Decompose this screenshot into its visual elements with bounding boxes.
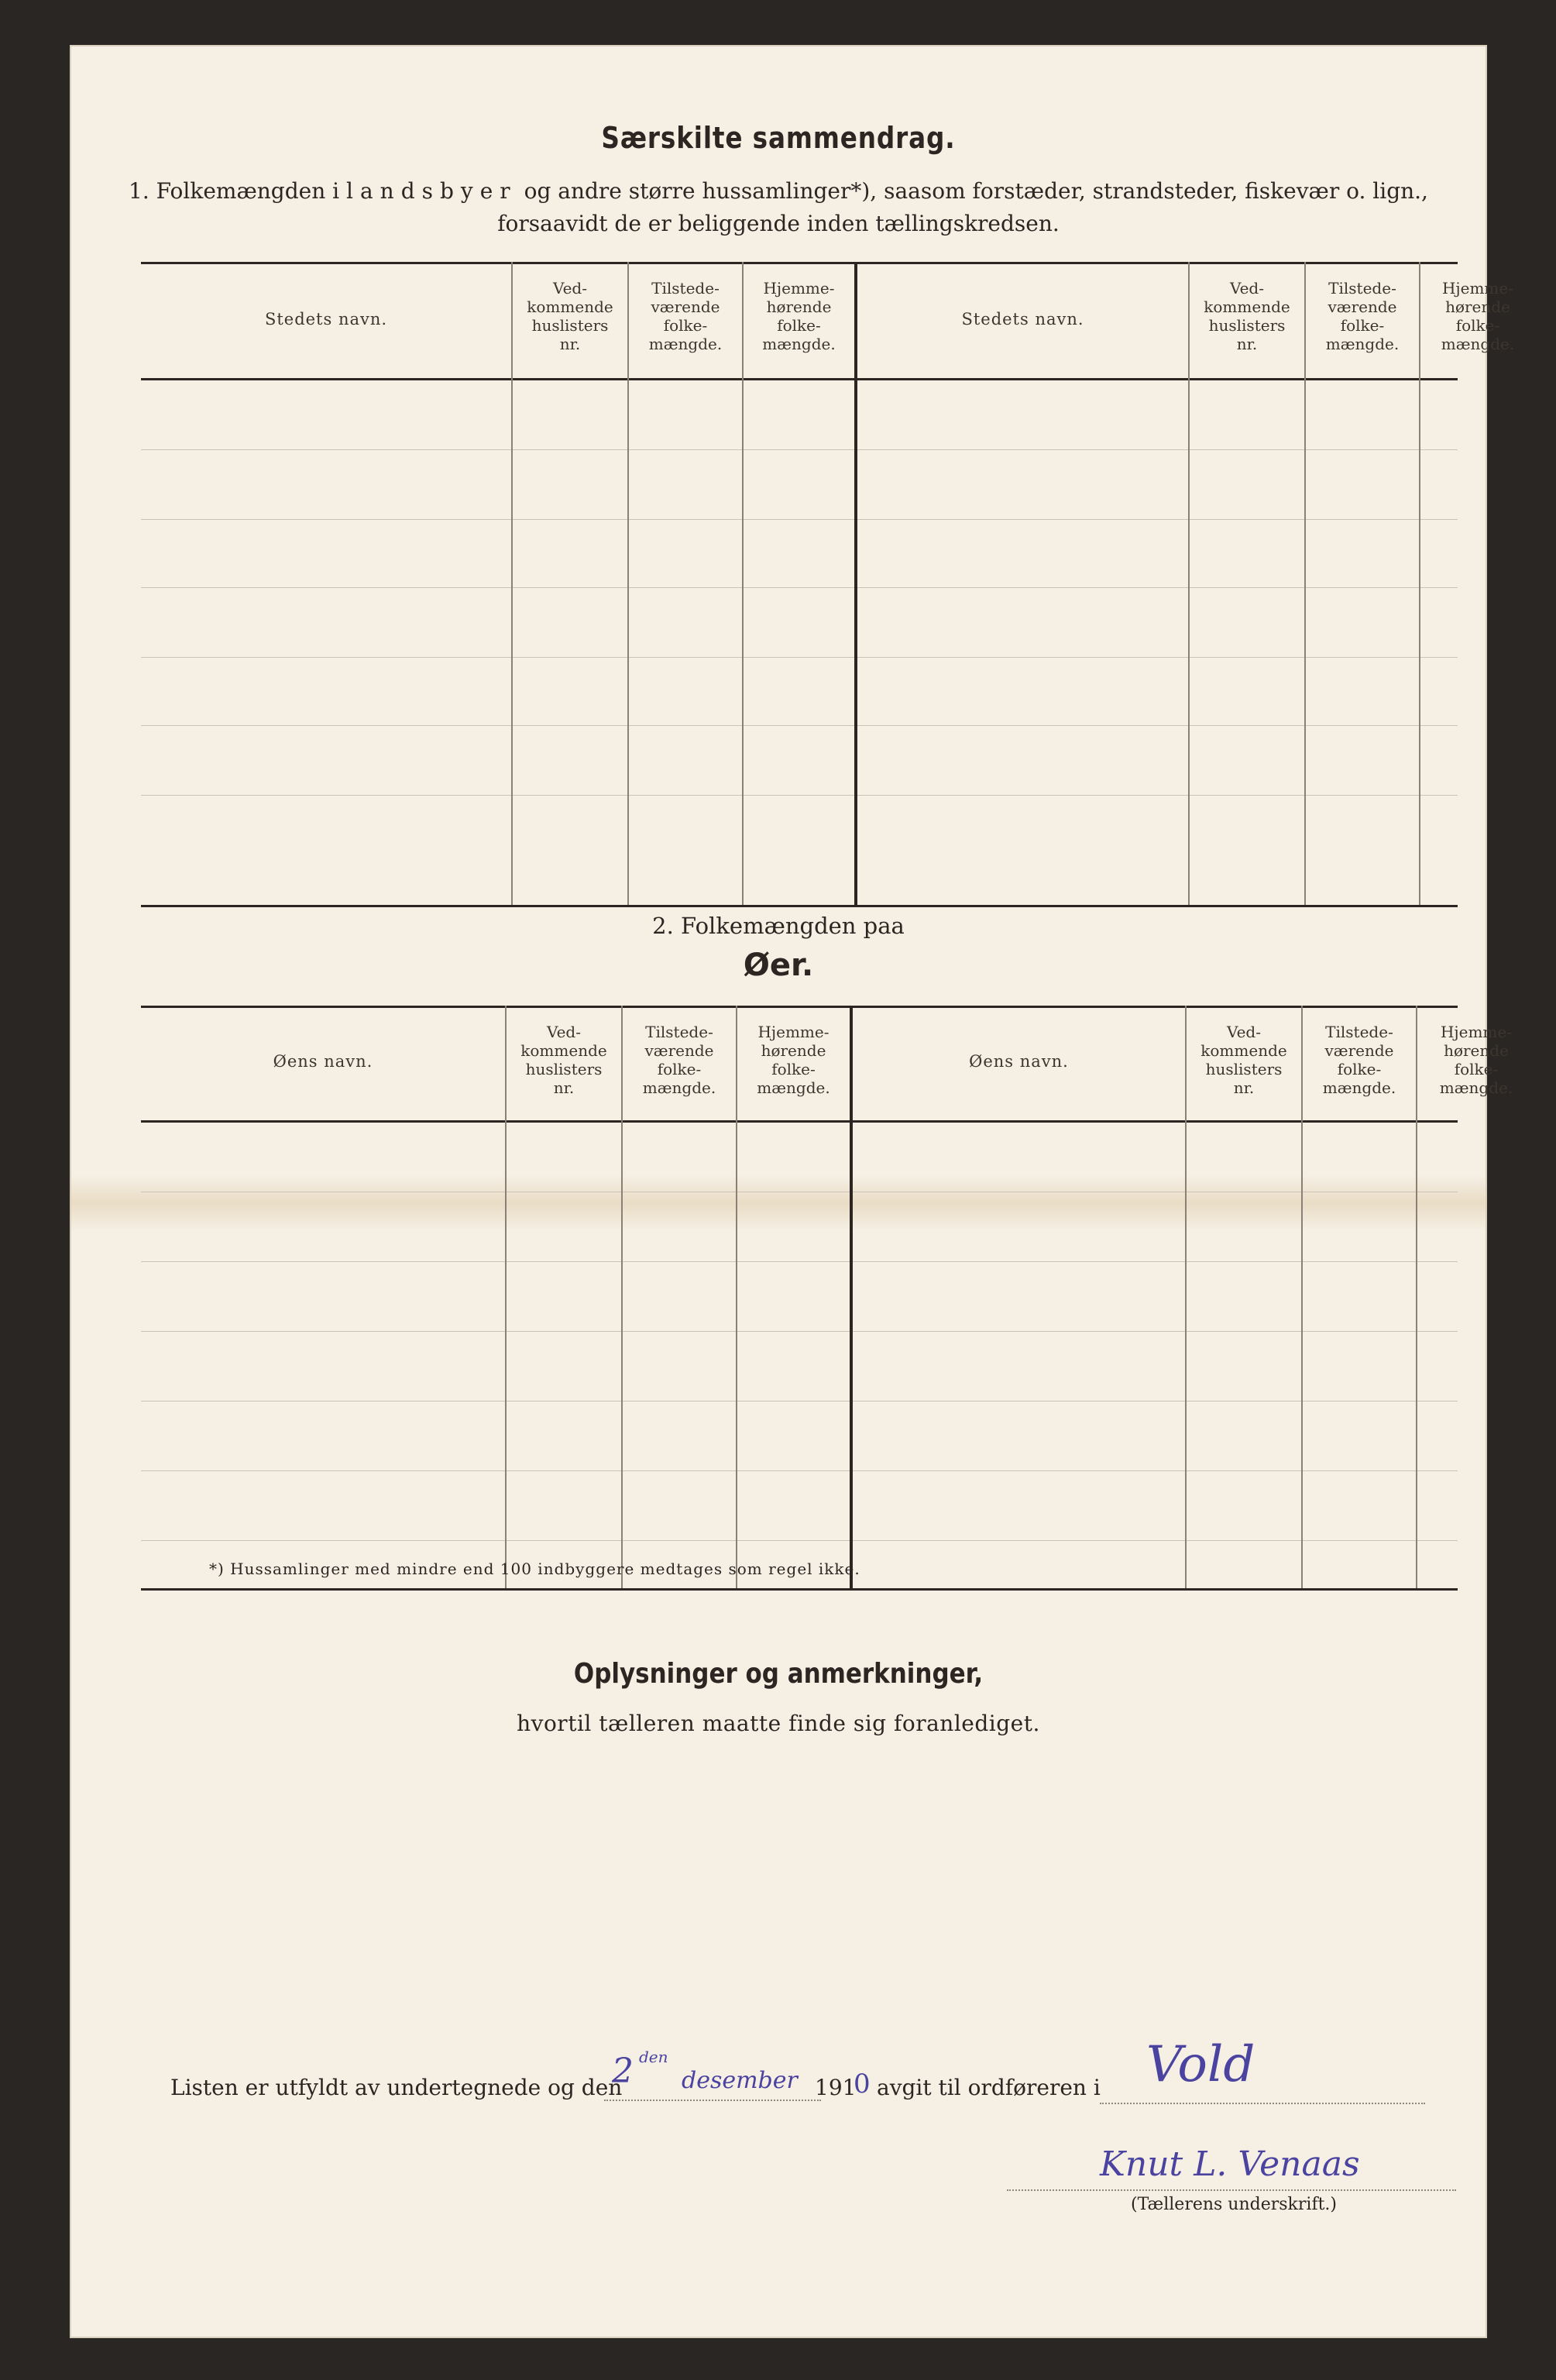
col-tilstede <box>629 279 742 353</box>
col-hjemme <box>737 1023 850 1097</box>
hdr-line: folke- <box>663 316 708 335</box>
hdr-line: Ved- <box>546 1023 581 1041</box>
hdr-line: hørende <box>1445 298 1510 316</box>
hdr-line: folke- <box>777 316 821 335</box>
completion-statement <box>170 2075 622 2100</box>
statement-text-before: Listen er utfyldt av undertegnede og den <box>170 2075 623 2100</box>
hdr-line: huslisters <box>1205 1060 1283 1078</box>
col-tilstede <box>623 1023 736 1097</box>
section1-heading <box>70 178 1487 204</box>
signature-handwritten: Knut L. Venaas <box>1100 2144 1360 2184</box>
hdr-line: folke- <box>657 1060 702 1078</box>
hdr-line: Hjemme- <box>1440 1023 1512 1041</box>
hdr-line: mængde. <box>757 1078 830 1097</box>
section2-title: Øer. <box>743 948 814 983</box>
col-hjemme-right <box>1417 1023 1535 1097</box>
col-vedkommende-right <box>1187 1023 1301 1097</box>
hdr-line: folke- <box>771 1060 816 1078</box>
hdr-line: Hjemme- <box>1441 279 1513 298</box>
date-month-handwritten: desember <box>682 2067 798 2094</box>
col-oens-navn: Øens navn. <box>273 1052 373 1071</box>
municipality-handwritten: Vold <box>1146 2036 1255 2093</box>
signature-caption: (Tællerens underskrift.) <box>1131 2195 1337 2214</box>
section1-heading-spaced: landsbyer <box>346 178 517 204</box>
hdr-line: Ved- <box>552 279 587 298</box>
hdr-line: nr. <box>559 335 581 353</box>
hdr-line: hørende <box>1444 1041 1509 1060</box>
hdr-line: huslisters <box>531 316 609 335</box>
hdr-line: kommende <box>520 1041 607 1060</box>
hdr-line: Hjemme- <box>757 1023 830 1041</box>
hdr-line: Tilstede- <box>1325 1023 1393 1041</box>
hdr-line: huslisters <box>525 1060 603 1078</box>
hdr-line: folke- <box>1340 316 1385 335</box>
hdr-line: hørende <box>766 298 832 316</box>
hdr-line: værende <box>651 298 720 316</box>
col-vedkommende-right <box>1190 279 1304 353</box>
col-tilstede-right <box>1303 1023 1416 1097</box>
col-hjemme-right <box>1420 279 1535 353</box>
table-oer <box>141 1006 1513 1594</box>
section3-title: Oplysninger og anmerkninger, <box>573 1658 984 1690</box>
col-vedkommende <box>513 279 627 353</box>
section1-heading-prefix: 1. Folkemængden i <box>129 178 347 204</box>
hdr-line: folke- <box>1454 1060 1499 1078</box>
hdr-line: nr. <box>1236 335 1258 353</box>
section2-label: 2. Folkemængden paa <box>652 913 905 939</box>
hdr-line: nr. <box>553 1078 575 1097</box>
section1-heading-suffix: og andre større hussamlinger*), saasom forstæder, strandsteder, fiskevær o. lign., <box>517 178 1428 204</box>
hdr-line: Tilstede- <box>1328 279 1396 298</box>
section1-title: Særskilte sammendrag. <box>601 121 956 155</box>
col-vedkommende <box>507 1023 621 1097</box>
year-printed: 191 <box>815 2075 857 2100</box>
col-stedets-navn-right: Stedets navn. <box>961 310 1084 328</box>
hdr-line: værende <box>644 1041 714 1060</box>
hdr-line: mængde. <box>642 1078 716 1097</box>
hdr-line: mængde. <box>1325 335 1400 353</box>
hdr-line: hørende <box>761 1041 826 1060</box>
municipality-dotted-line <box>1100 2103 1425 2104</box>
statement-text-after: avgit til ordføreren i <box>877 2075 1101 2100</box>
hdr-line: kommende <box>1204 298 1290 316</box>
hdr-line: Tilstede- <box>645 1023 713 1041</box>
col-hjemme <box>744 279 854 353</box>
hdr-line: mængde. <box>1441 335 1515 353</box>
footnote: *) Hussamlinger med mindre end 100 indbyggere medtages som regel ikke. <box>209 1560 860 1578</box>
hdr-line: Ved- <box>1226 1023 1261 1041</box>
hdr-line: mængde. <box>1322 1078 1396 1097</box>
hdr-line: Tilstede- <box>651 279 720 298</box>
date-dotted-line <box>604 2100 821 2101</box>
hdr-line: kommende <box>1200 1041 1287 1060</box>
date-small-handwritten: den <box>639 2048 668 2066</box>
hdr-line: kommende <box>527 298 613 316</box>
hdr-line: folke- <box>1337 1060 1382 1078</box>
section3-subtitle: hvortil tælleren maatte finde sig foranlediget. <box>517 1711 1040 1736</box>
section1-heading-line2: forsaavidt de er beliggende inden tællingskredsen. <box>497 211 1060 236</box>
hdr-line: nr. <box>1233 1078 1255 1097</box>
col-tilstede-right <box>1306 279 1419 353</box>
hdr-line: folke- <box>1455 316 1500 335</box>
hdr-line: huslisters <box>1208 316 1286 335</box>
table-landsbyer <box>141 262 1515 909</box>
hdr-line: værende <box>1324 1041 1394 1060</box>
document-page <box>70 45 1515 2338</box>
col-oens-navn-right: Øens navn. <box>969 1052 1069 1071</box>
hdr-line: værende <box>1328 298 1397 316</box>
hdr-line: mængde. <box>762 335 836 353</box>
hdr-line: Hjemme- <box>763 279 835 298</box>
signature-dotted-line <box>1007 2189 1456 2191</box>
hdr-line: mængde. <box>1439 1078 1513 1097</box>
hdr-line: Ved- <box>1229 279 1264 298</box>
col-stedets-navn: Stedets navn. <box>264 310 388 328</box>
hdr-line: mængde. <box>648 335 723 353</box>
date-day-handwritten: 2 <box>612 2052 634 2091</box>
year-handwritten: 0 <box>854 2069 871 2100</box>
